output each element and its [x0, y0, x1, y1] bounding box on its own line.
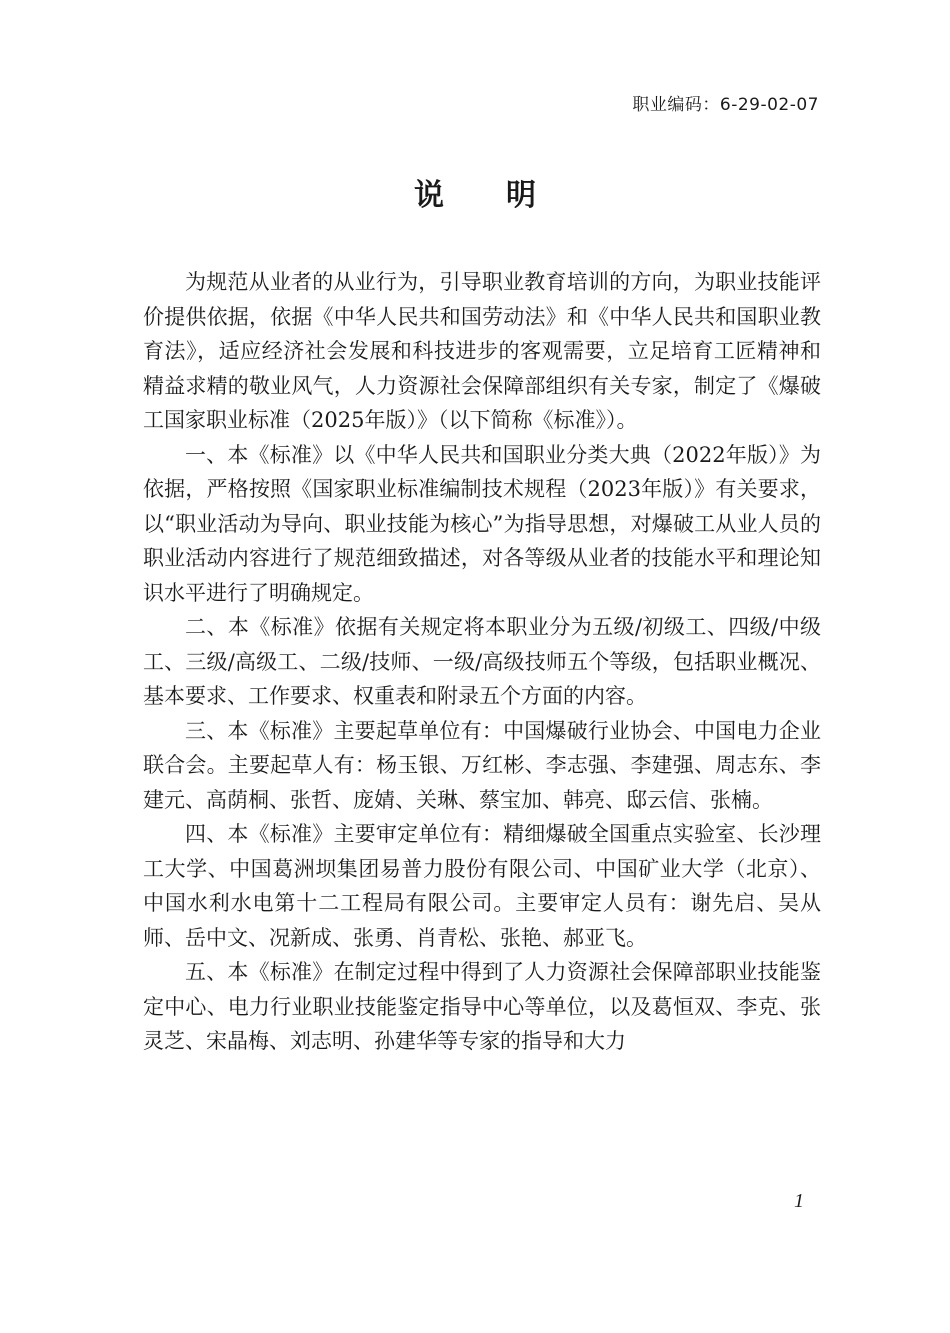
document-body: [143, 265, 821, 1059]
occupation-code: 职业编码：6-29-02-07: [632, 95, 819, 115]
page-number: 1: [794, 1190, 804, 1212]
paragraph-1: 一、本《标准》以《中华人民共和国职业分类大典（2022年版）》为依据，严格按照《国家职业标准编制技术规程（2023年版）》有关要求，以“职业活动为导向、职业技能为核心”为指导思想，对爆破工从业人员的职业活动内容进行了规范细致描述，对各等级从业者的技能水平和理论知识水平进行了明确规定。: [143, 442, 821, 605]
paragraph-4: 四、本《标准》主要审定单位有：精细爆破全国重点实验室、长沙理工大学、中国葛洲坝集团易普力股份有限公司、中国矿业大学（北京）、中国水利水电第十二工程局有限公司。主要审定人员有：谢先启、吴从师、岳中文、况新成、张勇、肖青松、张艳、郝亚飞。: [143, 822, 821, 950]
paragraph-5: 五、本《标准》在制定过程中得到了人力资源社会保障部职业技能鉴定中心、电力行业职业技能鉴定指导中心等单位，以及葛恒双、李克、张灵芝、宋晶梅、刘志明、孙建华等专家的指导和大力: [143, 960, 821, 1053]
page-title: [0, 170, 950, 214]
title-char-2: 明: [506, 178, 536, 213]
title-char-1: 说: [414, 178, 444, 213]
paragraph-3: 三、本《标准》主要起草单位有：中国爆破行业协会、中国电力企业联合会。主要起草人有：杨玉银、万红彬、李志强、李建强、周志东、李建元、高荫桐、张哲、庞婧、关琳、蔡宝加、韩亮、邸云信、张楠。: [143, 718, 821, 812]
paragraph-2: 二、本《标准》依据有关规定将本职业分为五级/初级工、四级/中级工、三级/高级工、二级/技师、一级/高级技师五个等级，包括职业概况、基本要求、工作要求、权重表和附录五个方面的内容。: [143, 615, 821, 708]
paragraph-intro: 为规范从业者的从业行为，引导职业教育培训的方向，为职业技能评价提供依据，依据《中华人民共和国劳动法》和《中华人民共和国职业教育法》，适应经济社会发展和科技进步的客观需要，立足培育工匠精神和精益求精的敬业风气，人力资源社会保障部组织有关专家，制定了《爆破工国家职业标准（2025年版）》（以下简称《标准》）。: [143, 270, 821, 432]
